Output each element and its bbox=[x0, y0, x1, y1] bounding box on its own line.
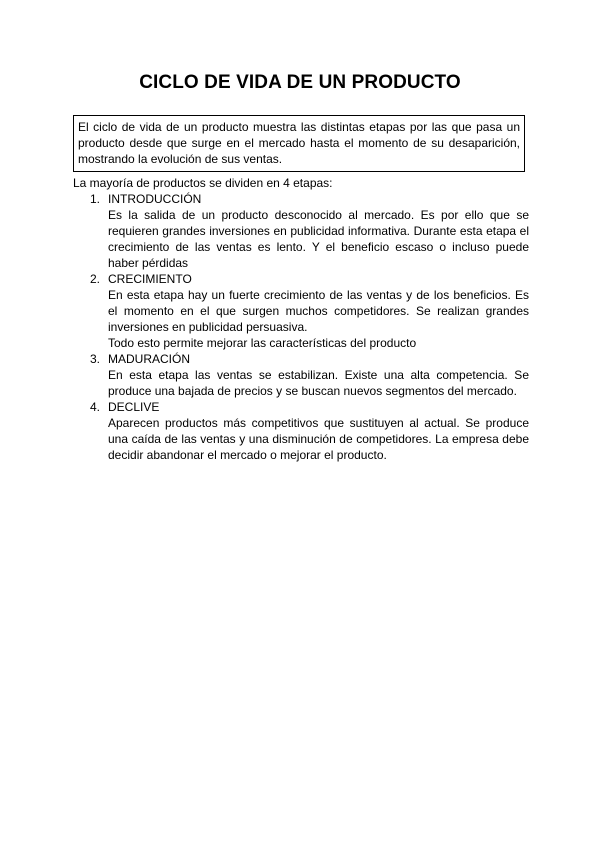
stage-number: 3. bbox=[90, 352, 101, 366]
stage-item-maduracion bbox=[73, 351, 529, 399]
stage-description: Aparecen productos más competitivos que sustituyen al actual. Se produce una caída de las ventas y una disminución de competidores. La empresa debe decidir abandonar el mercado o mejorar el producto. bbox=[108, 416, 529, 462]
intro-box: El ciclo de vida de un producto muestra las distintas etapas por las que pasa un producto desde que surge en el mercado hasta el momento de su desaparición, mostrando la evolución de sus ventas. bbox=[73, 115, 525, 172]
stage-number: 2. bbox=[90, 272, 101, 286]
stage-item-declive bbox=[73, 399, 529, 463]
page-title: CICLO DE VIDA DE UN PRODUCTO bbox=[139, 72, 461, 93]
stage-description: Es la salida de un producto desconocido al mercado. Es por ello que se requieren grandes inversiones en publicidad informativa. Durante esta etapa el crecimiento de las ventas es lento. Y el beneficio escaso o incluso puede haber pérdidas bbox=[108, 208, 529, 270]
stage-description: En esta etapa hay un fuerte crecimiento de las ventas y de los beneficios. Es el momento en el que surgen muchos competidores. Se realizan grandes inversiones en publicidad persuasiva. bbox=[108, 288, 529, 334]
stages-list bbox=[73, 191, 529, 463]
stages-lead-text: La mayoría de productos se dividen en 4 etapas: bbox=[73, 176, 333, 190]
stage-item-crecimiento bbox=[73, 271, 529, 351]
stage-number: 4. bbox=[90, 400, 101, 414]
stage-extra-note: Todo esto permite mejorar las características del producto bbox=[108, 336, 417, 350]
stage-item-introduccion bbox=[73, 191, 529, 271]
stage-heading: INTRODUCCIÓN bbox=[108, 192, 202, 206]
stage-heading: DECLIVE bbox=[108, 400, 160, 414]
stage-heading: CRECIMIENTO bbox=[108, 272, 192, 286]
stage-heading: MADURACIÓN bbox=[108, 352, 191, 366]
stage-number: 1. bbox=[90, 192, 101, 206]
stage-description: En esta etapa las ventas se estabilizan. Existe una alta competencia. Se produce una bajada de precios y se buscan nuevos segmentos del mercado. bbox=[108, 368, 529, 398]
